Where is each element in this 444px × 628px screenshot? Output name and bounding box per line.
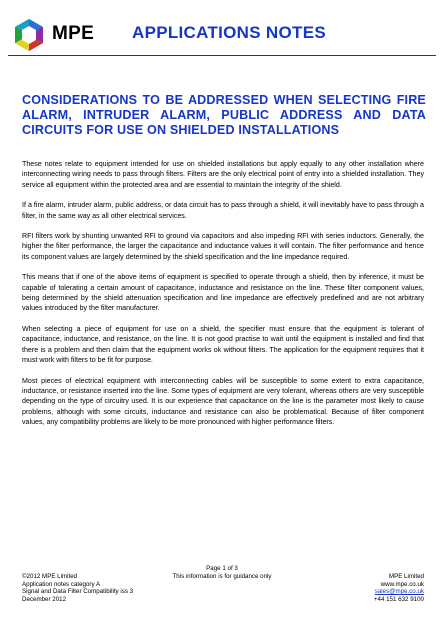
brand-name: MPE <box>52 23 95 44</box>
header-divider <box>8 55 436 56</box>
document-body <box>22 159 424 438</box>
paragraph: This means that if one of the above items of equipment is specified to operate through a shield, then by inference, it must be capable of tolerating a certain amount of capacitance, inductance and resistance on the line. These filter component values, being determined by the shield attenuation specification and line impedance are effectively predefined and are not arbitrary values introduced by the filter manufacturer. <box>22 273 424 313</box>
copyright: ©2012 MPE Limited <box>22 573 78 580</box>
phone-number: +44 151 632 9100 <box>373 595 424 603</box>
header-title: APPLICATIONS NOTES <box>132 23 326 42</box>
category: Application notes category A <box>22 580 101 588</box>
company-name: MPE Limited <box>388 573 424 580</box>
doc-date: December 2012 <box>22 595 67 603</box>
footer-left <box>22 573 133 603</box>
page-footer <box>22 565 424 615</box>
website-link[interactable]: www.mpe.co.uk <box>380 580 424 588</box>
doc-reference: Signal and Data Filter Compatibility iss 3 <box>22 588 134 596</box>
page-number: Page 1 of 3 <box>206 565 238 572</box>
paragraph: RFI filters work by shunting unwanted RFI to ground via capacitors and also impeding RFI with series inductors. Generally, the higher the filter performance, the larger the capacitance and inductance values it will contain. The filter performance and hence its component values are largely determined by the shield specification and the line impedance required. <box>22 232 424 261</box>
paragraph: If a fire alarm, intruder alarm, public address, or data circuit has to pass through a shield, it will inevitably have to pass through a filter, in the same way as all other electrical services. <box>22 201 424 220</box>
paragraph: When selecting a piece of equipment for use on a shield, the specifier must ensure that the equipment is tolerant of capacitance, inductance, and resistance, on the line. It is not good practise to wait until the equipment is installed and find that there is a problem and then claim that the equipment works ok without filters. The application for the equipment requires that it must work with filters to be fit for purpose. <box>22 324 424 365</box>
email-link[interactable]: sales@mpe.co.uk <box>374 588 424 596</box>
disclaimer: This information is for guidance only <box>172 572 272 580</box>
paragraph: Most pieces of electrical equipment with interconnecting cables will be susceptible to some extent to extra capacitance, inductance, or resistance inserted into the line. Some types of equipment are very tolerant, whereas others are very susceptible depending on the type of circuitry used. It is our experience that capacitance on the line is the parameter most likely to cause problems, although with some circuits, inductance and resistance can also be problematical. Because of filter component values, any compatibility problems are likely to be more pronounced with higher performance filters. <box>22 376 424 427</box>
paragraph: These notes relate to equipment intended for use on shielded installations but apply equally to any other installation where interconnecting wiring needs to pass through filters. Filters are the only electrical point of entry into a shielded installation. They service all equipment within the protected area and are essential to maintain the integrity of the shield. <box>22 160 424 189</box>
page-header <box>10 14 434 60</box>
document-title: CONSIDERATIONS TO BE ADDRESSED WHEN SELECTING FIRE ALARM, INTRUDER ALARM, PUBLIC ADDRESS AND DATA CIRCUITS FOR USE ON SHIELDED INSTALLATIONS <box>22 93 426 137</box>
footer-right <box>374 573 424 603</box>
footer-center <box>172 565 272 580</box>
hexagon-logo-icon <box>12 18 46 52</box>
